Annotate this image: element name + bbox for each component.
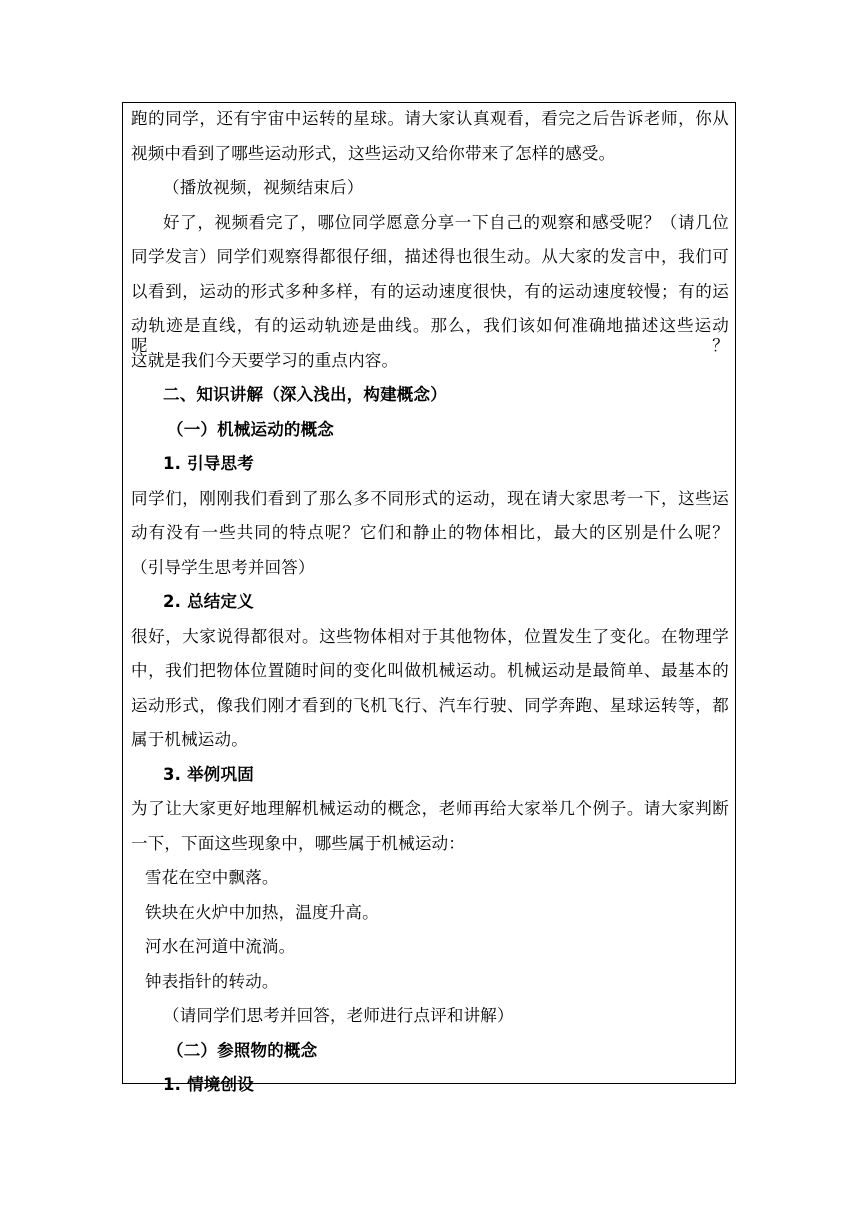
paragraph-line: 视频中看到了哪些运动形式，这些运动又给你带来了怎样的感受。 <box>131 143 616 163</box>
paragraph-line: 这就是我们今天要学习的重点内容。 <box>131 350 399 370</box>
paragraph-line: 以看到，运动的形式多种多样，有的运动速度很快，有的运动速度较慢；有的运 <box>131 281 729 301</box>
paragraph-line: 同学们，刚刚我们看到了那么多不同形式的运动，现在请大家思考一下，这些运 <box>131 488 729 508</box>
subsection-heading: （二）参照物的概念 <box>167 1040 318 1060</box>
lesson-plan-cell <box>122 102 736 1094</box>
paragraph-line: 为了让大家更好地理解机械运动的概念，老师再给大家举几个例子。请大家判断 <box>131 799 729 818</box>
example-item: 铁块在火炉中加热，温度升高。 <box>145 902 379 922</box>
paragraph-line: 同学发言）同学们观察得都很仔细，描述得也很生动。从大家的发言中，我们可 <box>131 247 729 266</box>
step-heading: 3. 举例巩固 <box>163 764 254 784</box>
subsection-heading: （一）机械运动的概念 <box>167 419 334 439</box>
section-heading: 二、知识讲解（深入浅出，构建概念） <box>163 385 447 404</box>
paragraph-line: （引导学生思考并回答） <box>131 557 315 577</box>
paragraph-line: 好了，视频看完了，哪位同学愿意分享一下自己的观察和感受呢？（请几位 <box>163 212 729 232</box>
paragraph-line: 跑的同学，还有宇宙中运转的星球。请大家认真观看，看完之后告诉老师，你从 <box>131 109 729 128</box>
step-heading: 1. 引导思考 <box>163 454 254 473</box>
example-item: 河水在河道中流淌。 <box>145 937 296 956</box>
step-heading: 2. 总结定义 <box>163 592 254 611</box>
paragraph-line: 一下，下面这些现象中，哪些属于机械运动： <box>131 833 465 853</box>
stage-direction: （请同学们思考并回答，老师进行点评和讲解） <box>163 1006 514 1025</box>
paragraph-line: 动轨迹是直线，有的运动轨迹是曲线。那么，我们该如何准确地描述这些运动呢？ <box>131 316 729 355</box>
paragraph-line: 属于机械运动。 <box>131 730 248 749</box>
paragraph-line: 运动形式，像我们刚才看到的飞机飞行、汽车行驶、同学奔跑、星球运转等，都 <box>131 695 729 715</box>
paragraph-line: 动有没有一些共同的特点呢？它们和静止的物体相比，最大的区别是什么呢？ <box>131 523 729 542</box>
stage-direction: （播放视频，视频结束后） <box>163 178 364 197</box>
paragraph-line: 很好，大家说得都很对。这些物体相对于其他物体，位置发生了变化。在物理学 <box>131 626 729 646</box>
step-heading: 1. 情境创设 <box>163 1075 254 1094</box>
paragraph-line: 中，我们把物体位置随时间的变化叫做机械运动。机械运动是最简单、最基本的 <box>131 661 729 680</box>
example-item: 钟表指针的转动。 <box>145 971 279 991</box>
example-item: 雪花在空中飘落。 <box>145 868 279 887</box>
